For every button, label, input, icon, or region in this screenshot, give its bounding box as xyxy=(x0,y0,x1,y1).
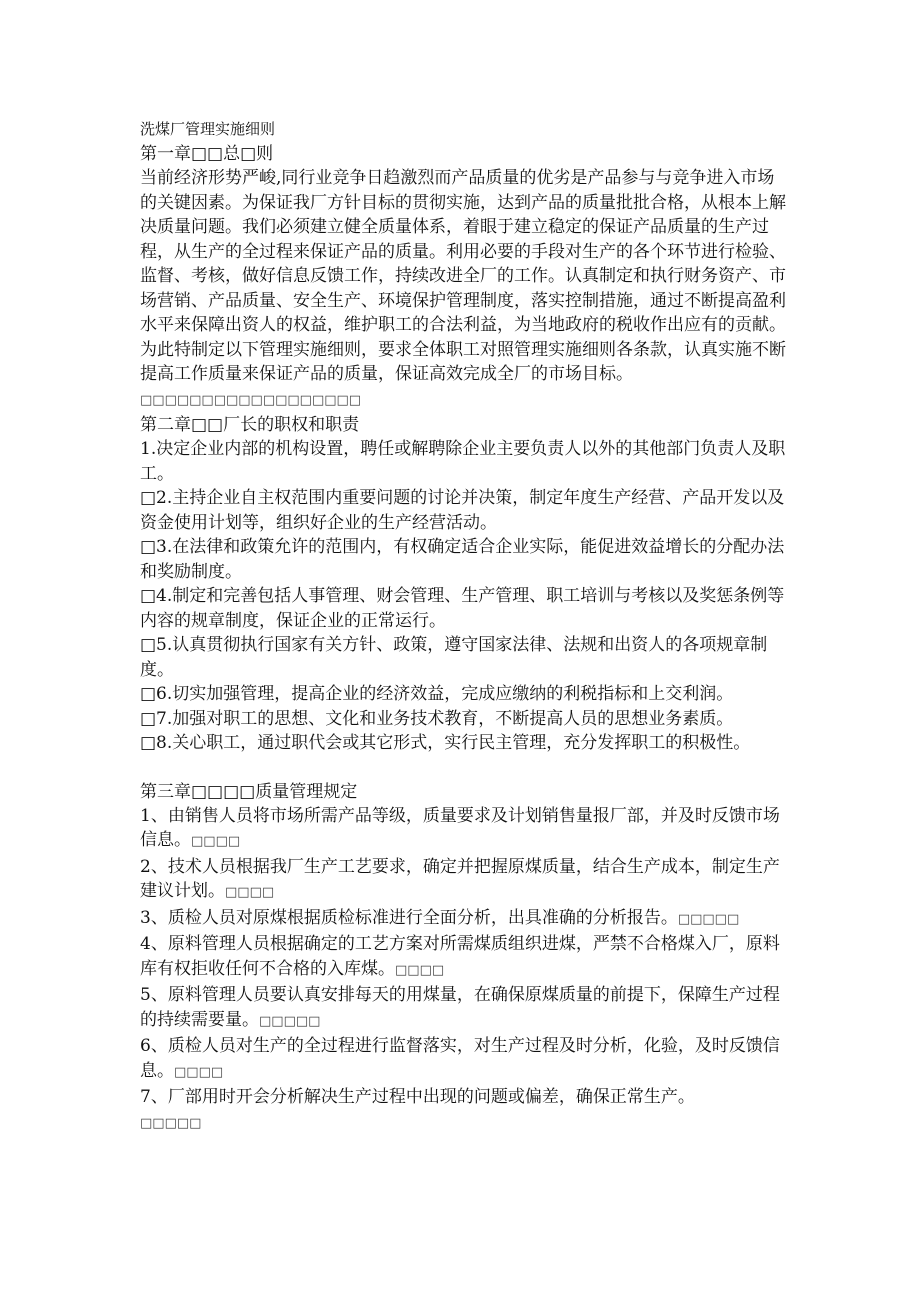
chapter-3-item xyxy=(140,1034,790,1085)
chapter-1-body xyxy=(140,166,790,413)
chapter-2-item: □2.主持企业自主权范围内重要问题的讨论并决策，制定年度生产经营、产品开发以及资金使用计划等，组织好企业的生产经营活动。 xyxy=(140,488,785,533)
item-text: 5、原料管理人员要认真安排每天的用煤量，在确保原煤质量的前提下，保障生产过程的持续需要量。 xyxy=(140,985,780,1030)
chapter-3-item xyxy=(140,983,790,1034)
placeholder-boxes: □□□□ xyxy=(395,962,445,978)
chapter-1-text: 当前经济形势严峻,同行业竞争日趋激烈而产品质量的优劣是产品参与与竞争进入市场的关键因素。为保证我厂方针目标的贯彻实施，达到产品的质量批批合格，从根本上解决质量问题。我们必须建立健全质量体系，着眼于建立稳定的保证产品质量的生产过程，从生产的全过程来保证产品的质量。利用必要的手段对生产的各个环节进行检验、监督、考核，做好信息反馈工作，持续改进全厂的工作。认真制定和执行财务资产、市场营销、产品质量、安全生产、环境保护管理制度，落实控制措施，通过不断提高盈利水平来保障出资人的权益，维护职工的合法利益，为当地政府的税收作出应有的贡献。为此特制定以下管理实施细则，要求全体职工对照管理实施细则各条款，认真实施不断提高工作质量来保证产品的质量，保证高效完成全厂的市场目标。 xyxy=(140,168,786,384)
blank-line xyxy=(140,756,790,780)
item-text: 1、由销售人员将市场所需产品等级，质量要求及计划销售量报厂部，并及时反馈市场信息。 xyxy=(140,805,780,850)
item-text: 3、质检人员对原煤根据质检标准进行全面分析，出具准确的分析报告。 xyxy=(140,907,678,928)
chapter-3-trailer xyxy=(140,1110,790,1137)
chapter-1-heading: 第一章□□总□则 xyxy=(140,144,274,164)
chapter-2-item: □7.加强对职工的思想、文化和业务技术教育，不断提高人员的思想业务素质。 xyxy=(140,708,734,729)
document-page xyxy=(140,118,790,1136)
placeholder-boxes: □□□□□ xyxy=(677,911,740,927)
chapter-2-item: □6.切实加强管理，提高企业的经济效益，完成应缴纳的利税指标和上交利润。 xyxy=(140,684,734,704)
placeholder-boxes: □□□□ xyxy=(191,834,241,849)
chapter-2-item: □8.关心职工，通过职代会或其它形式，实行民主管理，充分发挥职工的积极性。 xyxy=(140,733,751,753)
chapter-3-heading: 第三章□□□□质量管理规定 xyxy=(140,781,358,802)
item-text: 7、厂部用时开会分析解决生产过程中出现的问题或偏差，确保正常生产。 xyxy=(140,1087,695,1107)
chapter-3-item xyxy=(140,906,790,933)
chapter-3-item xyxy=(140,932,790,983)
placeholder-boxes: □□□□ xyxy=(174,1064,224,1080)
chapter-3-item xyxy=(140,855,790,906)
document-title: 洗煤厂管理实施细则 xyxy=(140,120,276,138)
chapter-3-item xyxy=(140,804,790,855)
item-text: 6、质检人员对生产的全过程进行监督落实，对生产过程及时分析，化验，及时反馈信息。 xyxy=(140,1036,780,1081)
chapter-2-item: 1.决定企业内部的机构设置，聘任或解聘除企业主要负责人以外的其他部门负责人及职工。 xyxy=(140,439,786,484)
item-text: 2、技术人员根据我厂生产工艺要求，确定并把握原煤质量，结合生产成本，制定生产建议计划。 xyxy=(140,856,780,901)
item-text: 4、原料管理人员根据确定的工艺方案对所需煤质组织进煤，严禁不合格煤入厂，原料库有权拒收任何不合格的入库煤。 xyxy=(140,934,780,979)
placeholder-boxes: □□□□□ xyxy=(259,1013,321,1029)
placeholder-boxes: □□□□ xyxy=(225,885,275,900)
chapter-2-heading: 第二章□□厂长的职权和职责 xyxy=(140,415,360,435)
placeholder-boxes: □□□□□ xyxy=(140,1115,202,1131)
chapter-3-item xyxy=(140,1085,790,1110)
chapter-2-item: □4.制定和完善包括人事管理、财会管理、生产管理、职工培训与考核以及奖惩条例等内容的规章制度，保证企业的正常运行。 xyxy=(140,586,785,631)
placeholder-boxes: □□□□□□□□□□□□□□□□□□ xyxy=(140,392,362,408)
chapter-2-item: □5.认真贯彻执行国家有关方针、政策，遵守国家法律、法规和出资人的各项规章制度。 xyxy=(140,635,768,680)
chapter-2-item: □3.在法律和政策允许的范围内，有权确定适合企业实际，能促进效益增长的分配办法和奖励制度。 xyxy=(140,537,785,582)
